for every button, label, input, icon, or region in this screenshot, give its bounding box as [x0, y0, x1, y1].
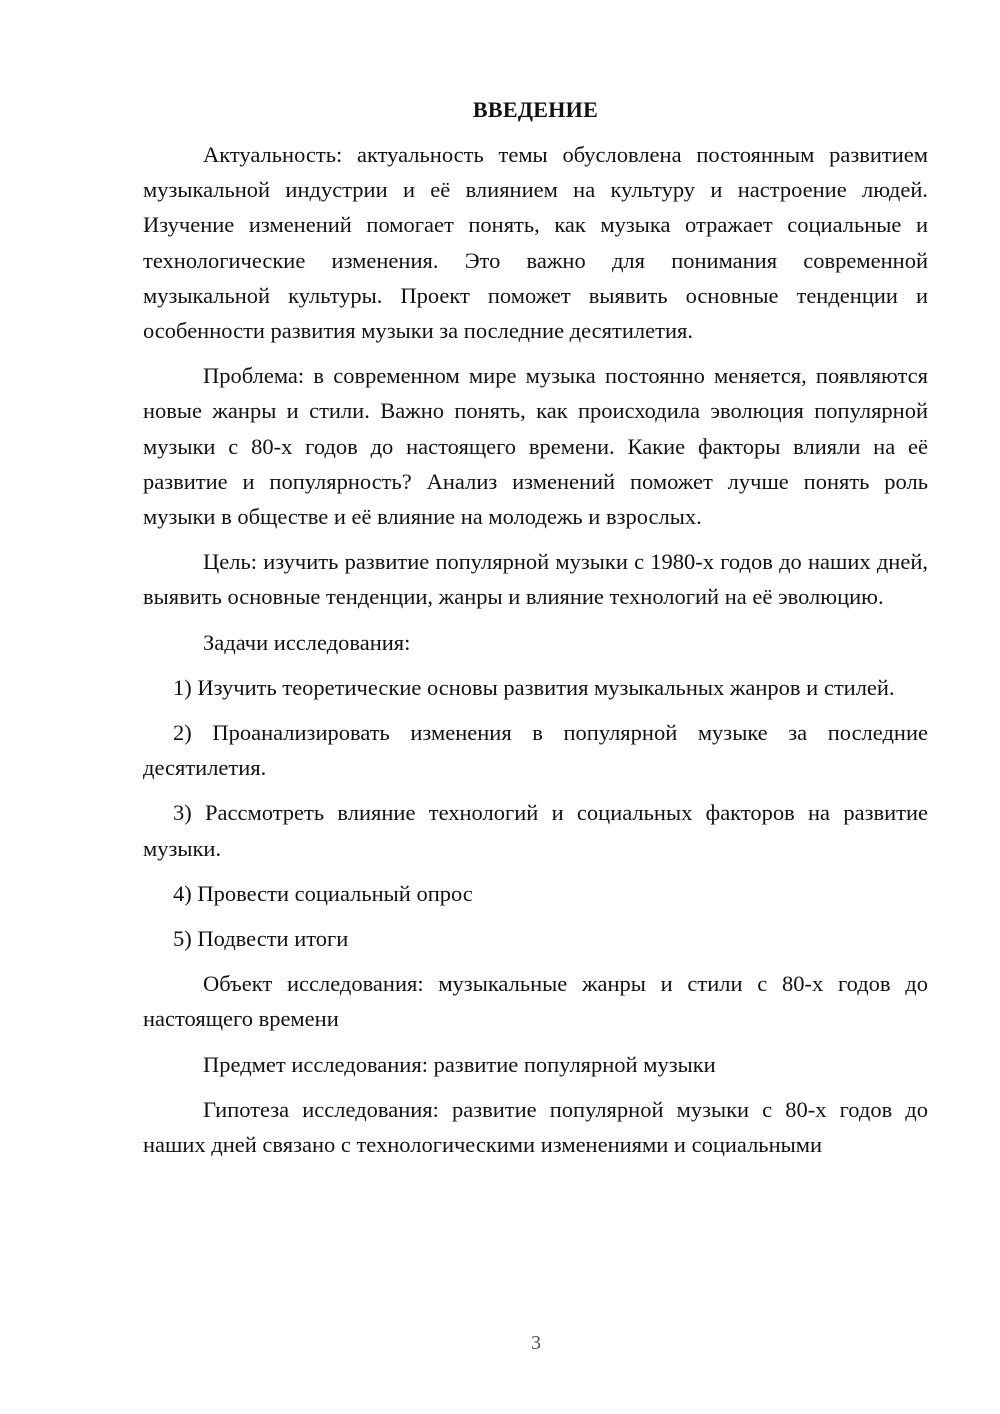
task-item: 3) Рассмотреть влияние технологий и социальных факторов на развитие музыки.	[143, 800, 928, 861]
page-content	[143, 95, 928, 1172]
task-item: 2) Проанализировать изменения в популярной музыке за последние десятилетия.	[143, 720, 928, 781]
hypothesis-paragraph: Гипотеза исследования: развитие популярной музыки с 80-х годов до наших дней связано с технологическими изменениями и социальными	[143, 1096, 928, 1158]
task-item: 5) Подвести итоги	[173, 926, 349, 952]
section-title: ВВЕДЕНИЕ	[472, 97, 599, 122]
object-paragraph: Объект исследования: музыкальные жанры и стили с 80-х годов до настоящего времени	[143, 971, 928, 1032]
subject-paragraph: Предмет исследования: развитие популярной музыки	[203, 1051, 716, 1077]
task-item: 1) Изучить теоретические основы развития музыкальных жанров и стилей.	[173, 674, 895, 700]
problem-paragraph: Проблема: в современном мире музыка постоянно меняется, появляются новые жанры и стили. Важно понять, как происходила эволюция популярной музыки с 80-х годов до настоящего времени. Какие факторы влияли на её развитие и популярность? Анализ изменений поможет лучше понять роль музыки в обществе и её влияние на молодежь и взрослых.	[143, 363, 928, 530]
task-item: 4) Провести социальный опрос	[173, 880, 473, 906]
goal-paragraph: Цель: изучить развитие популярной музыки с 1980-х годов до наших дней, выявить основные тенденции, жанры и влияние технологий на её эволюцию.	[143, 549, 928, 610]
page-number: 3	[531, 1332, 541, 1354]
tasks-heading: Задачи исследования:	[203, 629, 411, 655]
relevance-paragraph: Актуальность: актуальность темы обусловлена постоянным развитием музыкальной индустрии и её влиянием на культуру и настроение людей. Изучение изменений помогает понять, как музыка отражает социальные и технологические изменения. Это важно для понимания современной музыкальной культуры. Проект поможет выявить основные тенденции и особенности развития музыки за последние десятилетия.	[143, 142, 928, 344]
